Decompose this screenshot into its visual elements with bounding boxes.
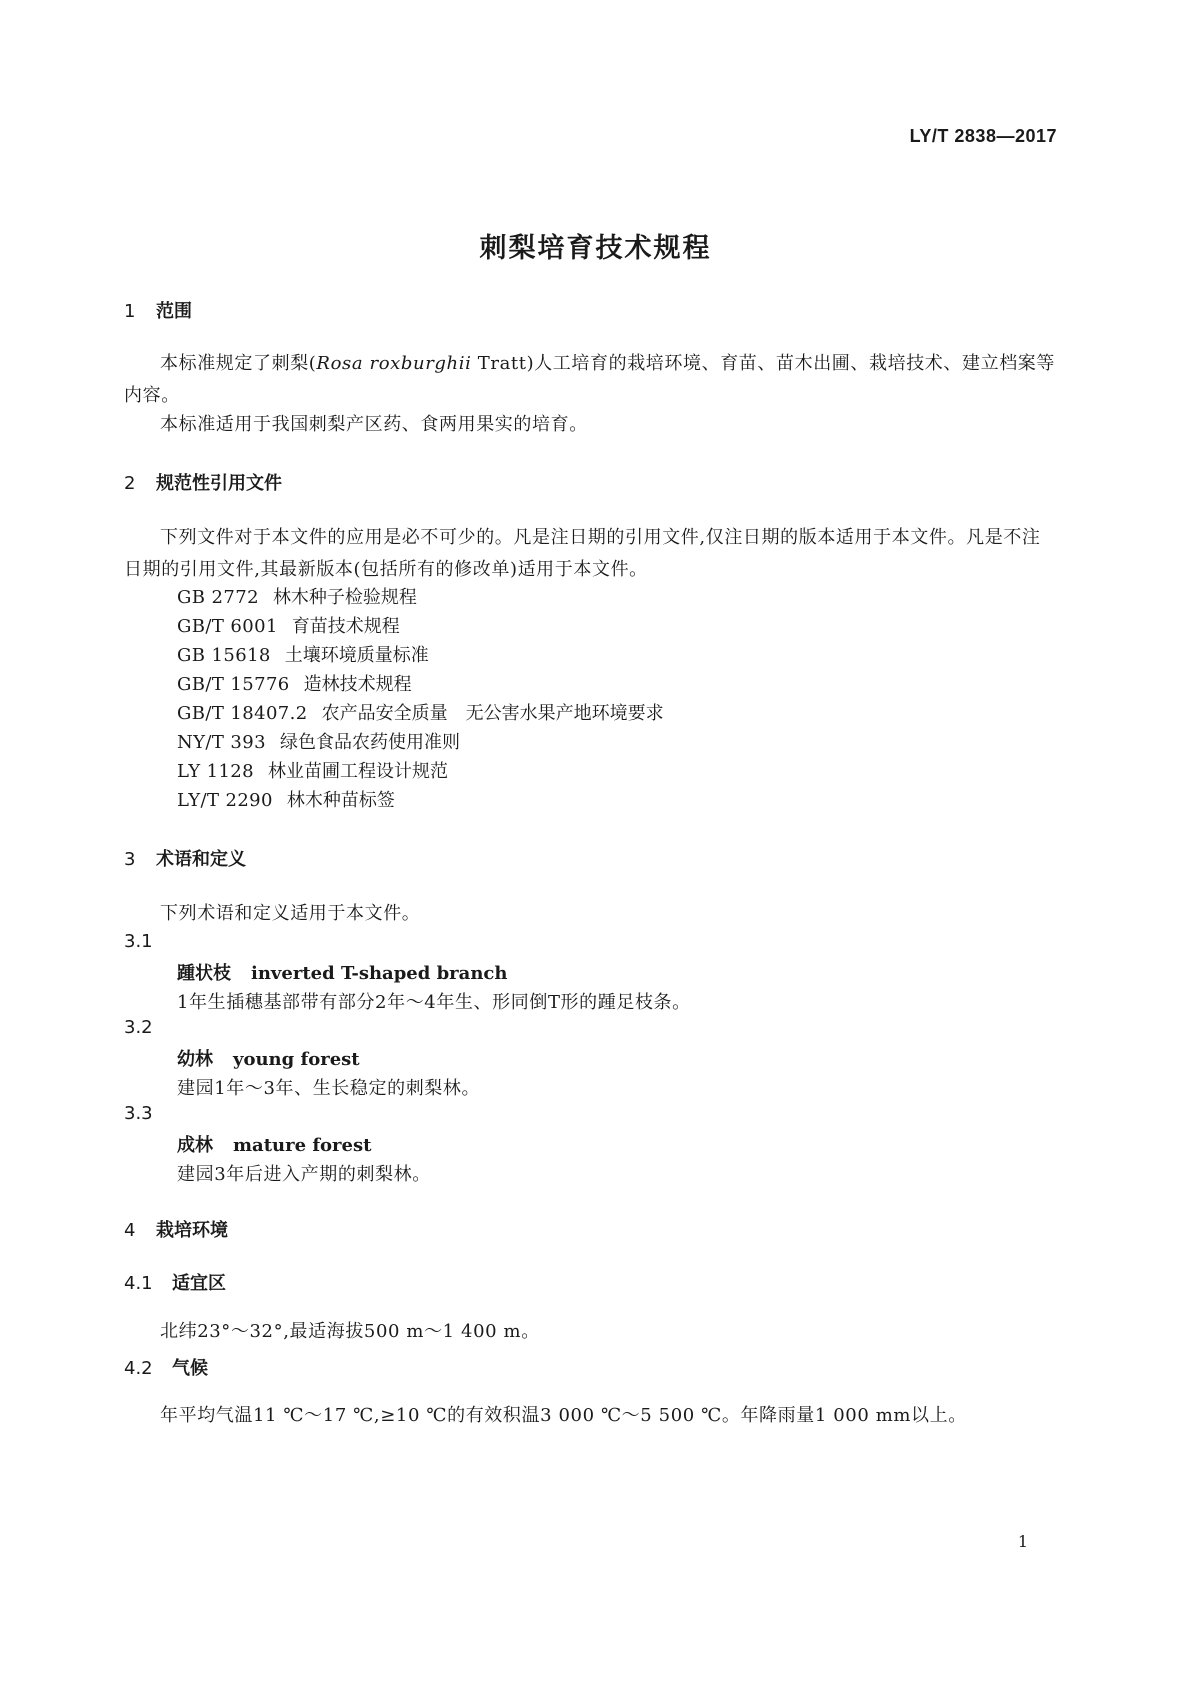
suitable-area-text: 北纬23°～32°,最适海拔500 m～1 400 m。 xyxy=(160,1321,540,1342)
term-definition: 1年生插穗基部带有部分2年～4年生、形同倒T形的踵足枝条。 xyxy=(177,992,691,1013)
term-number: 3.3 xyxy=(124,1103,153,1124)
reference-code: GB/T 6001 xyxy=(177,616,278,637)
reference-title: 绿色食品农药使用准则 xyxy=(279,732,460,753)
standard-code: LY/T 2838—2017 xyxy=(909,126,1057,146)
reference-title: 林木种苗标签 xyxy=(286,790,395,811)
subsection-4-2-heading xyxy=(124,1354,208,1380)
reference-item xyxy=(177,786,395,812)
term-number: 3.1 xyxy=(124,931,153,952)
reference-title: 农产品安全质量 无公害水果产地环境要求 xyxy=(321,703,664,724)
section-1-heading xyxy=(124,297,192,323)
reference-code: GB 2772 xyxy=(177,587,259,608)
section-number: 2 xyxy=(124,473,136,494)
section-3-heading xyxy=(124,845,246,871)
reference-title: 造林技术规程 xyxy=(303,674,412,695)
reference-title: 林木种子检验规程 xyxy=(272,587,417,608)
section-title: 规范性引用文件 xyxy=(156,473,282,494)
terms-intro: 下列术语和定义适用于本文件。 xyxy=(160,903,421,924)
term-definition: 建园3年后进入产期的刺梨林。 xyxy=(177,1164,431,1185)
reference-item xyxy=(177,728,460,754)
term-heading xyxy=(177,1045,360,1071)
term-en: young forest xyxy=(233,1049,360,1070)
text-fragment: 本标准规定了刺梨( xyxy=(160,353,317,374)
latin-name: Rosa roxburghii xyxy=(316,353,472,374)
term-en: inverted T-shaped branch xyxy=(251,963,508,984)
references-intro: 下列文件对于本文件的应用是必不可少的。凡是注日期的引用文件,仅注日期的版本适用于本文件。凡是不注日期的引用文件,其最新版本(包括所有的修改单)适用于本文件。 xyxy=(124,527,1041,580)
text-fragment: Tratt)人工培育的栽培环境、育苗、苗木出圃、栽培技术、建立档案等内容。 xyxy=(124,353,1056,406)
scope-paragraph-1 xyxy=(124,348,1059,412)
section-4-heading xyxy=(124,1216,228,1242)
climate-text: 年平均气温11 ℃～17 ℃,≥10 ℃的有效积温3 000 ℃～5 500 ℃。年降雨量1 000 mm以上。 xyxy=(160,1405,967,1426)
subsection-number: 4.1 xyxy=(124,1273,153,1294)
subsection-title: 气候 xyxy=(172,1358,208,1379)
reference-code: NY/T 393 xyxy=(177,732,266,753)
section-number: 4 xyxy=(124,1220,136,1241)
term-heading xyxy=(177,1131,371,1157)
section-number: 3 xyxy=(124,849,136,870)
reference-title: 育苗技术规程 xyxy=(291,616,400,637)
reference-item xyxy=(177,699,664,725)
section-2-heading xyxy=(124,469,282,495)
section-title: 术语和定义 xyxy=(156,849,246,870)
reference-title: 土壤环境质量标准 xyxy=(284,645,429,666)
term-number: 3.2 xyxy=(124,1017,153,1038)
scope-paragraph-2: 本标准适用于我国刺梨产区药、食两用果实的培育。 xyxy=(160,414,588,435)
page-number: 1 xyxy=(1017,1532,1028,1551)
subsection-title: 适宜区 xyxy=(172,1273,226,1294)
reference-code: GB/T 15776 xyxy=(177,674,290,695)
reference-code: LY 1128 xyxy=(177,761,255,782)
term-en: mature forest xyxy=(233,1135,372,1156)
term-definition: 建园1年～3年、生长稳定的刺梨林。 xyxy=(177,1078,481,1099)
reference-code: GB/T 18407.2 xyxy=(177,703,308,724)
subsection-4-1-heading xyxy=(124,1269,226,1295)
reference-item xyxy=(177,757,448,783)
document-title: 刺梨培育技术规程 xyxy=(479,233,712,264)
section-title: 栽培环境 xyxy=(156,1220,228,1241)
reference-item xyxy=(177,612,400,638)
reference-code: LY/T 2290 xyxy=(177,790,273,811)
reference-item xyxy=(177,670,412,696)
term-zh: 踵状枝 xyxy=(177,963,231,984)
subsection-number: 4.2 xyxy=(124,1358,153,1379)
reference-item xyxy=(177,583,417,609)
term-zh: 成林 xyxy=(177,1135,213,1156)
reference-code: GB 15618 xyxy=(177,645,271,666)
section-number: 1 xyxy=(124,301,136,322)
term-zh: 幼林 xyxy=(177,1049,213,1070)
reference-item xyxy=(177,641,429,667)
reference-title: 林业苗圃工程设计规范 xyxy=(268,761,449,782)
term-heading xyxy=(177,959,507,985)
section-title: 范围 xyxy=(156,301,192,322)
